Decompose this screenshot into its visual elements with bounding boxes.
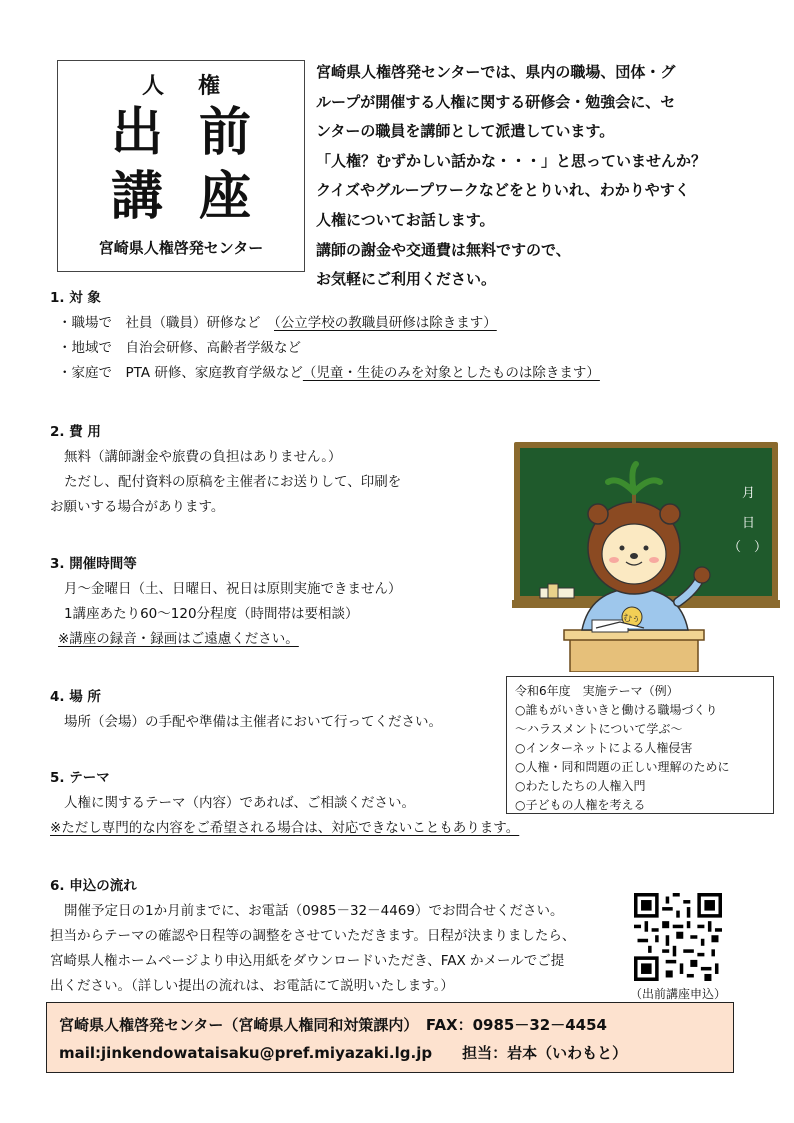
theme-note: ※ただし専門的な内容をご希望される場合は、対応できないこともあります。 [50, 820, 520, 836]
qr-code-image [634, 893, 722, 981]
section-heading: 1. 対 象 [50, 290, 101, 306]
theme-item: ○誰もがいきいきと働ける職場づくり [515, 703, 718, 717]
intro-line: 「人権？むずかしい話かな・・・」と思っていませんか？ [316, 151, 707, 170]
apply-line: 担当からテーマの確認や日程等の調整をさせていただきます。日程が決まりましたら、 [50, 928, 576, 944]
theme-item: ～ハラスメントについて学ぶ～ [515, 722, 683, 736]
target-label: ・地域で [58, 340, 112, 356]
section-heading: 3. 開催時間等 [50, 556, 137, 572]
footer-line-1 [59, 1011, 721, 1039]
section-place [50, 685, 442, 735]
intro-line: 人権についてお話します。 [316, 210, 495, 229]
theme-item: ○子どもの人権を考える [515, 798, 646, 812]
footer-contact: 担当：岩本（いわもと） [462, 1044, 628, 1062]
section-heading: 2. 費 用 [50, 424, 101, 440]
title-main-1: 出前 [110, 103, 287, 163]
theme-item: ○わたしたちの人権入門 [515, 779, 646, 793]
section-time [50, 552, 402, 652]
apply-line: 出ください。（詳しい提出の流れは、お電話にて説明いたします。） [50, 978, 454, 994]
footer-fax: FAX：0985－32－4454 [425, 1016, 607, 1034]
apply-line: 開催予定日の1か月前までに、お電話（0985－32－4469）でお問合せください。 [64, 903, 564, 919]
time-line: 月～金曜日（土、日曜日、祝日は原則実施できません） [64, 581, 402, 597]
intro-line: ンターの職員を講師として派遣しています。 [316, 122, 615, 141]
section-heading: 5. テーマ [50, 770, 110, 786]
target-text: PTA 研修、家庭教育学級など [125, 365, 303, 381]
mascot-teacher-image [510, 440, 782, 672]
target-row [50, 311, 600, 336]
target-row [50, 336, 600, 361]
blackboard-illustration [510, 440, 782, 672]
footer-line-2 [59, 1039, 721, 1067]
theme-item: ○インターネットによる人権侵害 [515, 741, 693, 755]
intro-line: 宮崎県人権啓発センターでは、県内の職場、団体・グ [316, 63, 676, 81]
section-apply [50, 874, 575, 999]
section-cost [50, 420, 401, 520]
theme-item: ○人権・同和問題の正しい理解のために [515, 760, 730, 774]
apply-line: 宮崎県人権ホームページより申込用紙をダウンロードいただき、FAX かメールでご提 [50, 953, 565, 969]
themes-box [506, 676, 774, 814]
intro-line: クイズやグループワークなどをとりいれ、わかりやすく [316, 181, 690, 200]
time-note: ※講座の録音・録画はご遠慮ください。 [58, 631, 299, 647]
qr-code[interactable] [630, 893, 725, 996]
contact-footer [46, 1002, 734, 1073]
board-month: 月 [742, 486, 756, 501]
title-small: 人権 [141, 74, 254, 99]
target-label: ・家庭で [58, 365, 112, 381]
intro-line: お気軽にご利用ください。 [316, 270, 497, 289]
footer-org: 宮崎県人権啓発センター（宮崎県人権同和対策課内） [59, 1016, 411, 1034]
board-paren: （ ） [728, 540, 768, 555]
target-text: 自治会研修、高齢者学級など [125, 340, 301, 356]
section-theme [50, 766, 519, 841]
place-line: 場所（会場）の手配や準備は主催者において行ってください。 [64, 714, 442, 730]
theme-line: 人権に関するテーマ（内容）であれば、ご相談ください。 [64, 795, 415, 811]
badge-text: むぅ [623, 614, 641, 624]
cost-line: お願いする場合があります。 [50, 499, 225, 515]
target-text: 社員（職員）研修など [125, 315, 261, 331]
intro-text [316, 58, 746, 295]
board-day: 日 [742, 516, 756, 531]
target-note: （児童・生徒のみを対象としたものは除きます） [302, 365, 600, 381]
title-org: 宮崎県人権啓発センター [98, 239, 264, 257]
cost-line: ただし、配付資料の原稿を主催者にお送りして、印刷を [64, 474, 402, 490]
section-target [50, 286, 600, 386]
footer-mail[interactable]: mail:jinkendowataisaku@pref.miyazaki.lg.jp [59, 1044, 433, 1062]
target-label: ・職場で [58, 315, 112, 331]
title-box [57, 60, 305, 272]
target-note: （公立学校の教職員研修は除きます） [274, 315, 497, 331]
title-main-2: 講座 [110, 167, 287, 227]
target-row [50, 361, 600, 386]
qr-caption: （出前講座申込） [629, 987, 726, 1001]
section-heading: 6. 申込の流れ [50, 878, 137, 894]
time-line: 1講座あたり60～120分程度（時間帯は要相談） [64, 606, 359, 622]
themes-title: 令和6年度 実施テーマ（例） [515, 684, 679, 698]
cost-line: 無料（講師謝金や旅費の負担はありません。） [64, 449, 342, 465]
section-heading: 4. 場 所 [50, 689, 101, 705]
intro-line: 講師の謝金や交通費は無料ですので、 [316, 240, 571, 259]
intro-line: ループが開催する人権に関する研修会・勉強会に、セ [316, 92, 676, 111]
